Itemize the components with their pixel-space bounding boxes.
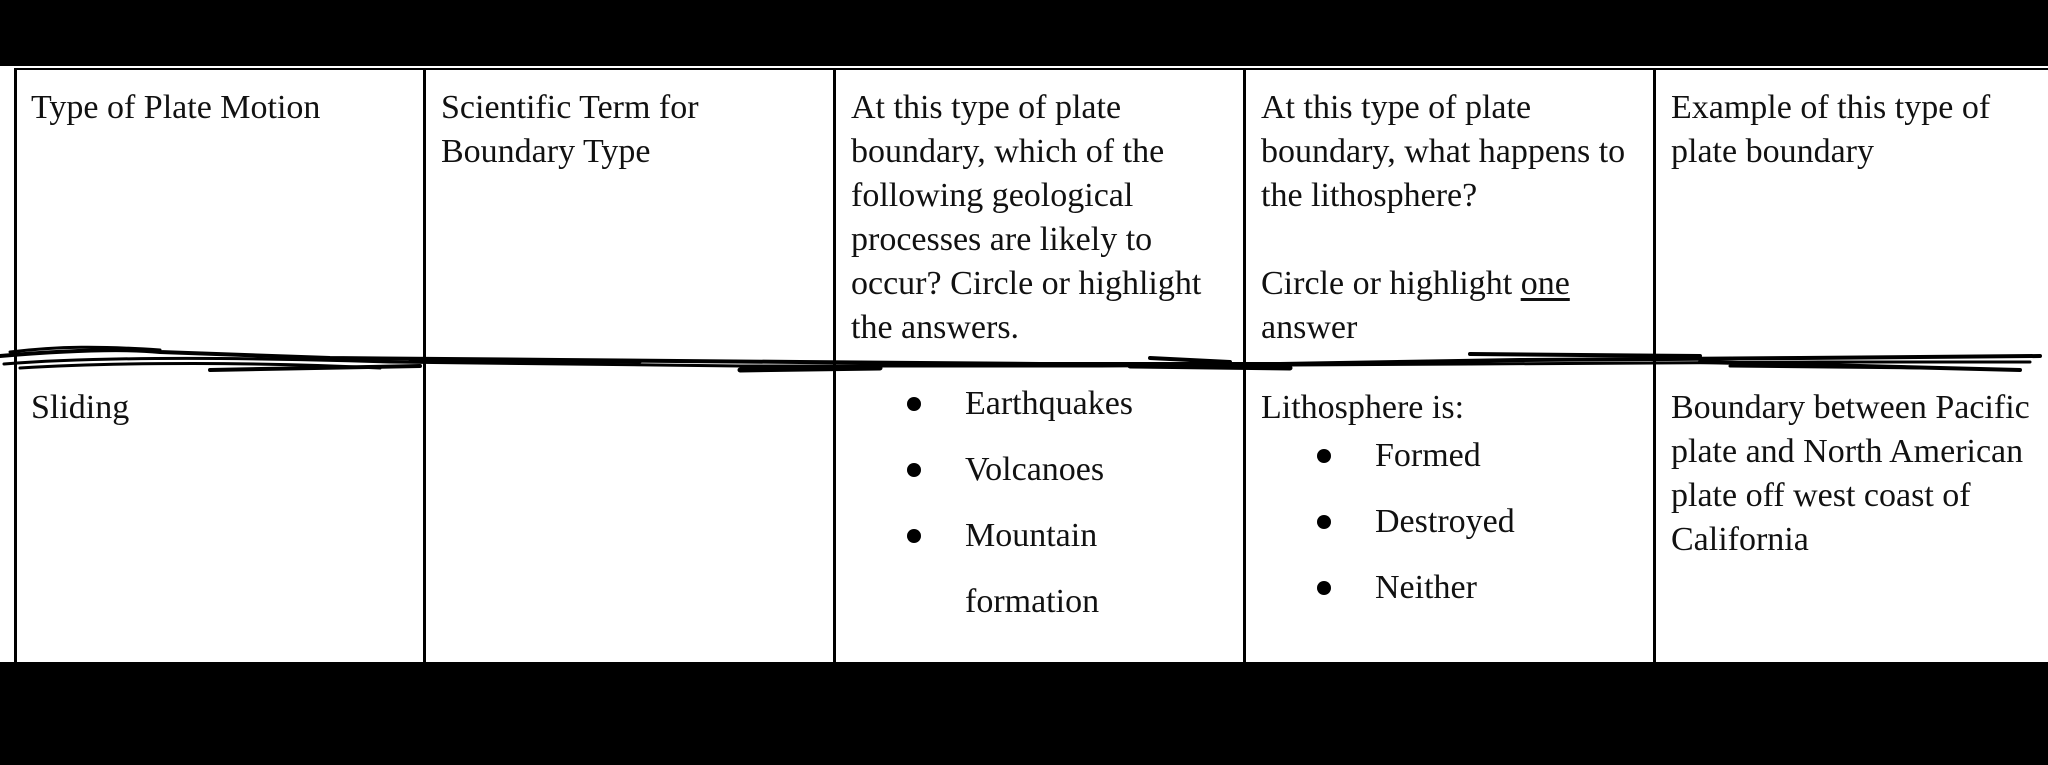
- geological-processes-list: [907, 371, 1227, 635]
- option-earthquakes[interactable]: Earthquakes: [907, 371, 1227, 437]
- worksheet-table: [0, 66, 2048, 662]
- header-example: Example of this type of plate boundary: [1671, 89, 1991, 170]
- header-plate-motion: Type of Plate Motion: [31, 89, 321, 126]
- option-formed[interactable]: Formed: [1317, 423, 1645, 489]
- row-lithosphere: [1261, 386, 1645, 621]
- header-geological-processes: At this type of plate boundary, which of the following geological processes are likely to occur? Circle or highlight the answers.: [851, 89, 1202, 346]
- header-scientific-term: Scientific Term for Boundary Type: [441, 89, 699, 170]
- instruction-text: Circle or highlight: [1261, 265, 1521, 302]
- lithosphere-label: Lithosphere is:: [1261, 389, 1465, 426]
- header-lithosphere-question: At this type of plate boundary, what happens to the lithosphere?: [1261, 89, 1626, 214]
- option-volcanoes[interactable]: Volcanoes: [907, 437, 1227, 503]
- row-example: Boundary between Pacific plate and North American plate off west coast of California: [1671, 389, 2030, 558]
- instruction-text-end: answer: [1261, 309, 1358, 346]
- instruction-emphasis: one: [1520, 265, 1570, 302]
- option-destroyed[interactable]: Destroyed: [1317, 489, 1645, 555]
- option-mountain-formation[interactable]: Mountain formation: [907, 503, 1227, 635]
- option-mountain-formation-cont: formation: [965, 583, 1100, 620]
- option-neither[interactable]: Neither: [1317, 555, 1645, 621]
- row-plate-motion: Sliding: [31, 389, 130, 426]
